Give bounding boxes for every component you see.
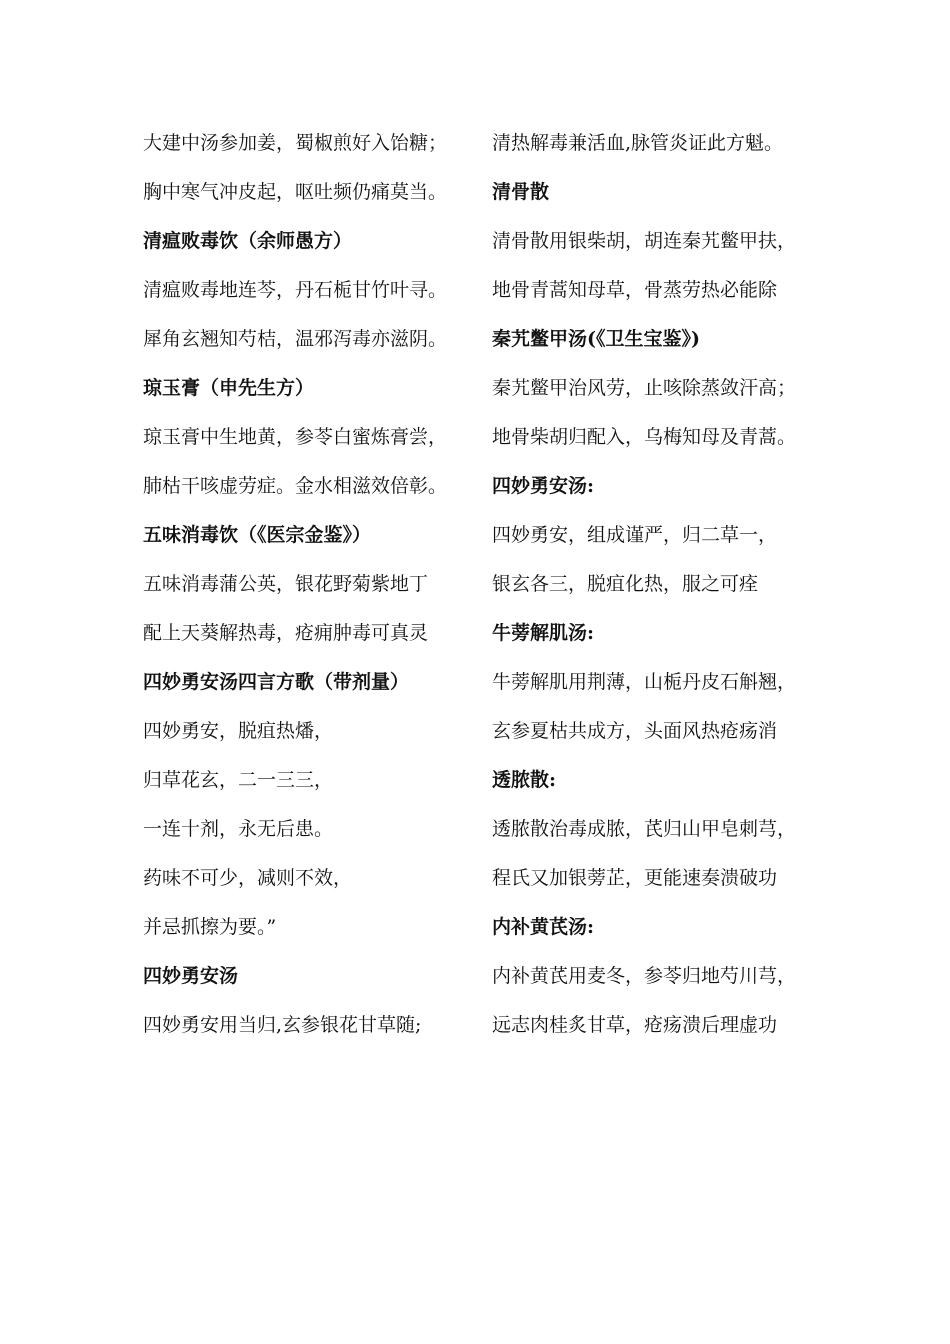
verse-line: 犀角玄翘知芍桔，温邪泻毒亦滋阴。 (143, 328, 448, 350)
verse-line: 药味不可少，减则不效， (143, 867, 353, 889)
verse-line: 远志肉桂炙甘草，疮疡溃后理虚功 (492, 1014, 778, 1036)
verse-line: 大建中汤参加姜，蜀椒煎好入饴糖； (143, 132, 448, 154)
verse-line: 配上天葵解热毒，疮痈肿毒可真灵 (143, 622, 429, 644)
verse-line: 肺枯干咳虚劳症。金水相滋效倍彰。 (143, 475, 448, 497)
verse-line: 清热解毒兼活血,脉管炎证此方魁。 (492, 132, 784, 154)
verse-line: 玄参夏枯共成方，头面风热疮疡消 (492, 720, 778, 742)
verse-line: 胸中寒气冲皮起，呕吐频仍痛莫当。 (143, 181, 448, 203)
verse-line: 清骨散用银柴胡，胡连秦艽鳖甲扶， (492, 230, 797, 252)
right-column (492, 132, 837, 1063)
verse-line: 清瘟败毒地连芩，丹石栀甘竹叶寻。 (143, 279, 448, 301)
verse-line: 秦艽鳖甲治风劳，止咳除蒸敛汗高； (492, 377, 797, 399)
verse-line: 程氏又加银蒡芷，更能速奏溃破功 (492, 867, 778, 889)
verse-line: 透脓散治毒成脓，芪归山甲皂刺芎， (492, 818, 797, 840)
verse-line: 四妙勇安，脱疽热燔， (143, 720, 334, 742)
section-heading: 四妙勇安汤四言方歌（带剂量） (143, 671, 410, 693)
verse-line: 内补黄芪用麦冬，参苓归地芍川芎， (492, 965, 797, 987)
verse-line: 琼玉膏中生地黄，参苓白蜜炼膏尝， (143, 426, 448, 448)
verse-line: 牛蒡解肌用荆薄，山栀丹皮石斛翘， (492, 671, 797, 693)
verse-line: 并忌抓擦为要。” (143, 916, 277, 938)
section-heading: 透脓散: (492, 769, 557, 791)
verse-line: 四妙勇安用当归,玄参银花甘草随; (143, 1014, 422, 1036)
section-heading: 琼玉膏（申先生方） (143, 377, 315, 399)
section-heading: 四妙勇安汤: (492, 475, 595, 497)
section-heading: 五味消毒饮（《医宗金鉴》） (143, 524, 372, 546)
section-heading: 清瘟败毒饮（余师愚方） (143, 230, 353, 252)
verse-line: 四妙勇安，组成谨严，归二草一， (492, 524, 778, 546)
verse-line: 五味消毒蒲公英，银花野菊紫地丁 (143, 573, 429, 595)
verse-line: 地骨柴胡归配入，乌梅知母及青蒿。 (492, 426, 797, 448)
verse-line: 银玄各三，脱疽化热，服之可痊 (492, 573, 759, 595)
section-heading: 清骨散 (492, 181, 550, 203)
verse-line: 归草花玄，二一三三， (143, 769, 334, 791)
verse-line: 一连十剂，永无后患。 (143, 818, 334, 840)
section-heading: 四妙勇安汤 (143, 965, 239, 987)
section-heading: 内补黄芪汤: (492, 916, 595, 938)
left-column (143, 132, 488, 1063)
section-heading: 秦艽鳖甲汤(《卫生宝鉴》) (492, 328, 700, 350)
verse-line: 地骨青蒿知母草，骨蒸劳热必能除 (492, 279, 778, 301)
section-heading: 牛蒡解肌汤: (492, 622, 595, 644)
